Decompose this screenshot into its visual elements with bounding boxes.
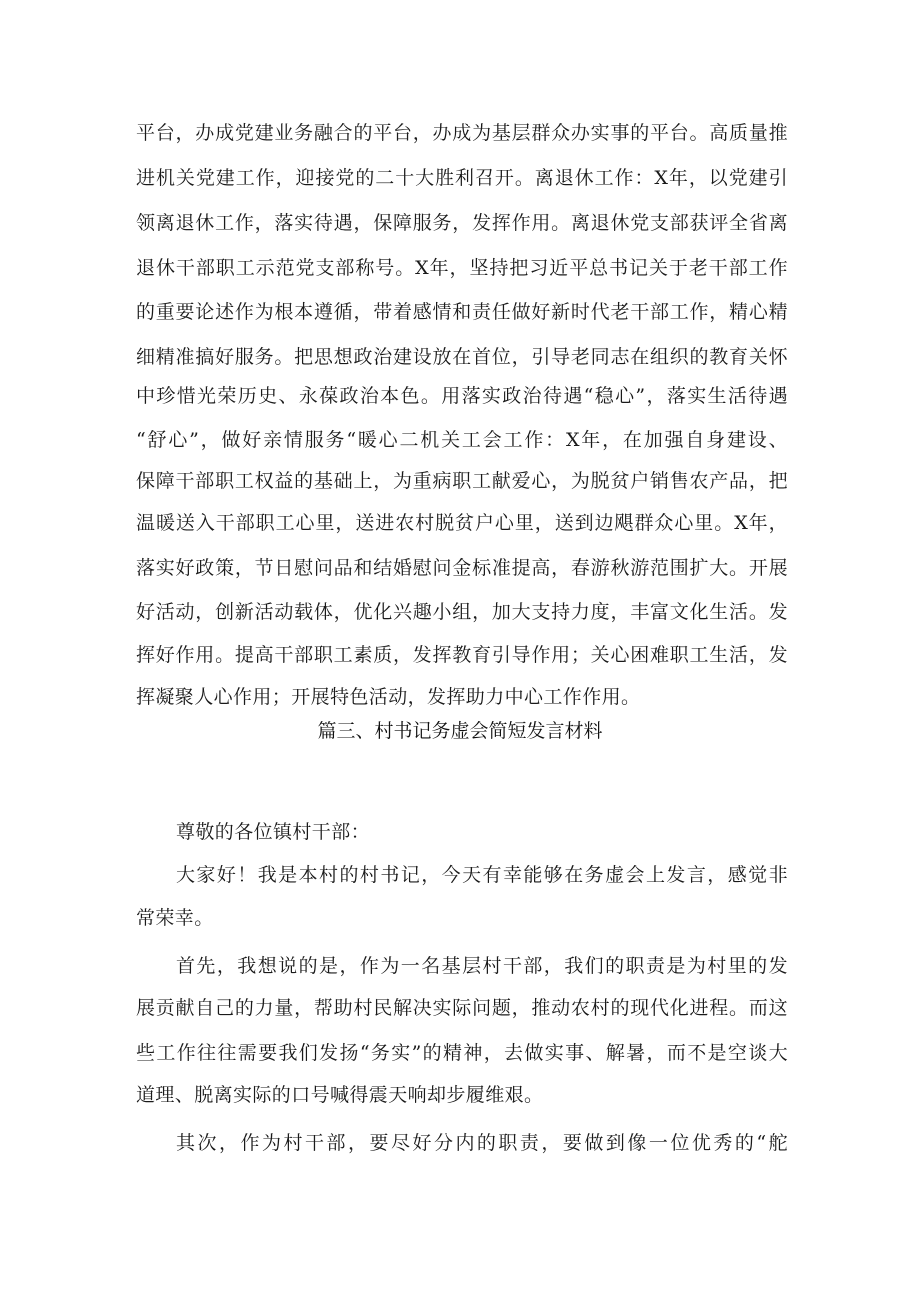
text-line: 退休干部职工示范党支部称号。X年，坚持把习近平总书记关于老干部工作 <box>136 257 788 279</box>
text-line: 道理、脱离实际的口号喊得震天响却步履维艰。 <box>136 1084 544 1106</box>
text-line: 平台，办成党建业务融合的平台，办成为基层群众办实事的平台。高质量推 <box>136 122 788 144</box>
salutation: 尊敬的各位镇村干部： <box>176 821 371 843</box>
text-line: 挥凝聚人心作用；开展特色活动，发挥助力中心工作作用。 <box>136 686 641 708</box>
text-line: 挥好作用。提高干部职工素质，发挥教育引导作用；关心困难职工生活，发 <box>136 644 788 666</box>
section-title: 篇三、村书记务虚会简短发言材料 <box>317 720 603 742</box>
text-line: 中珍惜光荣历史、永葆政治本色。用落实政治待遇“稳心”，落实生活待遇 <box>136 385 788 407</box>
text-line: 常荣幸。 <box>136 907 214 929</box>
text-line: 展贡献自己的力量，帮助村民解决实际问题，推动农村的现代化进程。而这 <box>136 997 788 1019</box>
text-line: 大家好！我是本村的村书记，今天有幸能够在务虚会上发言，感觉非 <box>176 864 788 886</box>
text-line: 温暖送入干部职工心里，送进农村脱贫户心里，送到边飓群众心里。X年， <box>136 512 788 534</box>
text-line: 进机关党建工作，迎接党的二十大胜利召开。离退休工作：X年，以党建引 <box>136 167 788 189</box>
text-line: 首先，我想说的是，作为一名基层村干部，我们的职责是为村里的发 <box>176 955 788 977</box>
text-line: 其次，作为村干部，要尽好分内的职责，要做到像一位优秀的“舵 <box>176 1132 788 1154</box>
text-line: 好活动，创新活动载体，优化兴趣小组，加大支持力度，丰富文化生活。发 <box>136 601 788 623</box>
text-line: “舒心”，做好亲情服务“暖心二机关工会工作：X年，在加强自身建设、 <box>136 429 788 451</box>
text-line: 的重要论述作为根本遵循，带着感情和责任做好新时代老干部工作，精心精 <box>136 301 788 323</box>
text-line: 保障干部职工权益的基础上，为重病职工献爱心，为脱贫户销售农产品，把 <box>136 470 788 492</box>
text-line: 细精准搞好服务。把思想政治建设放在首位，引导老同志在组织的教育关怀 <box>136 346 788 368</box>
text-line: 落实好政策，节日慰问品和结婚慰问金标准提高，春游秋游范围扩大。开展 <box>136 557 788 579</box>
text-line: 领离退休工作，落实待遇，保障服务，发挥作用。离退休党支部获评全省离 <box>136 212 788 234</box>
text-line: 些工作往往需要我们发扬“务实”的精神，去做实事、解暑，而不是空谈大 <box>136 1042 788 1064</box>
